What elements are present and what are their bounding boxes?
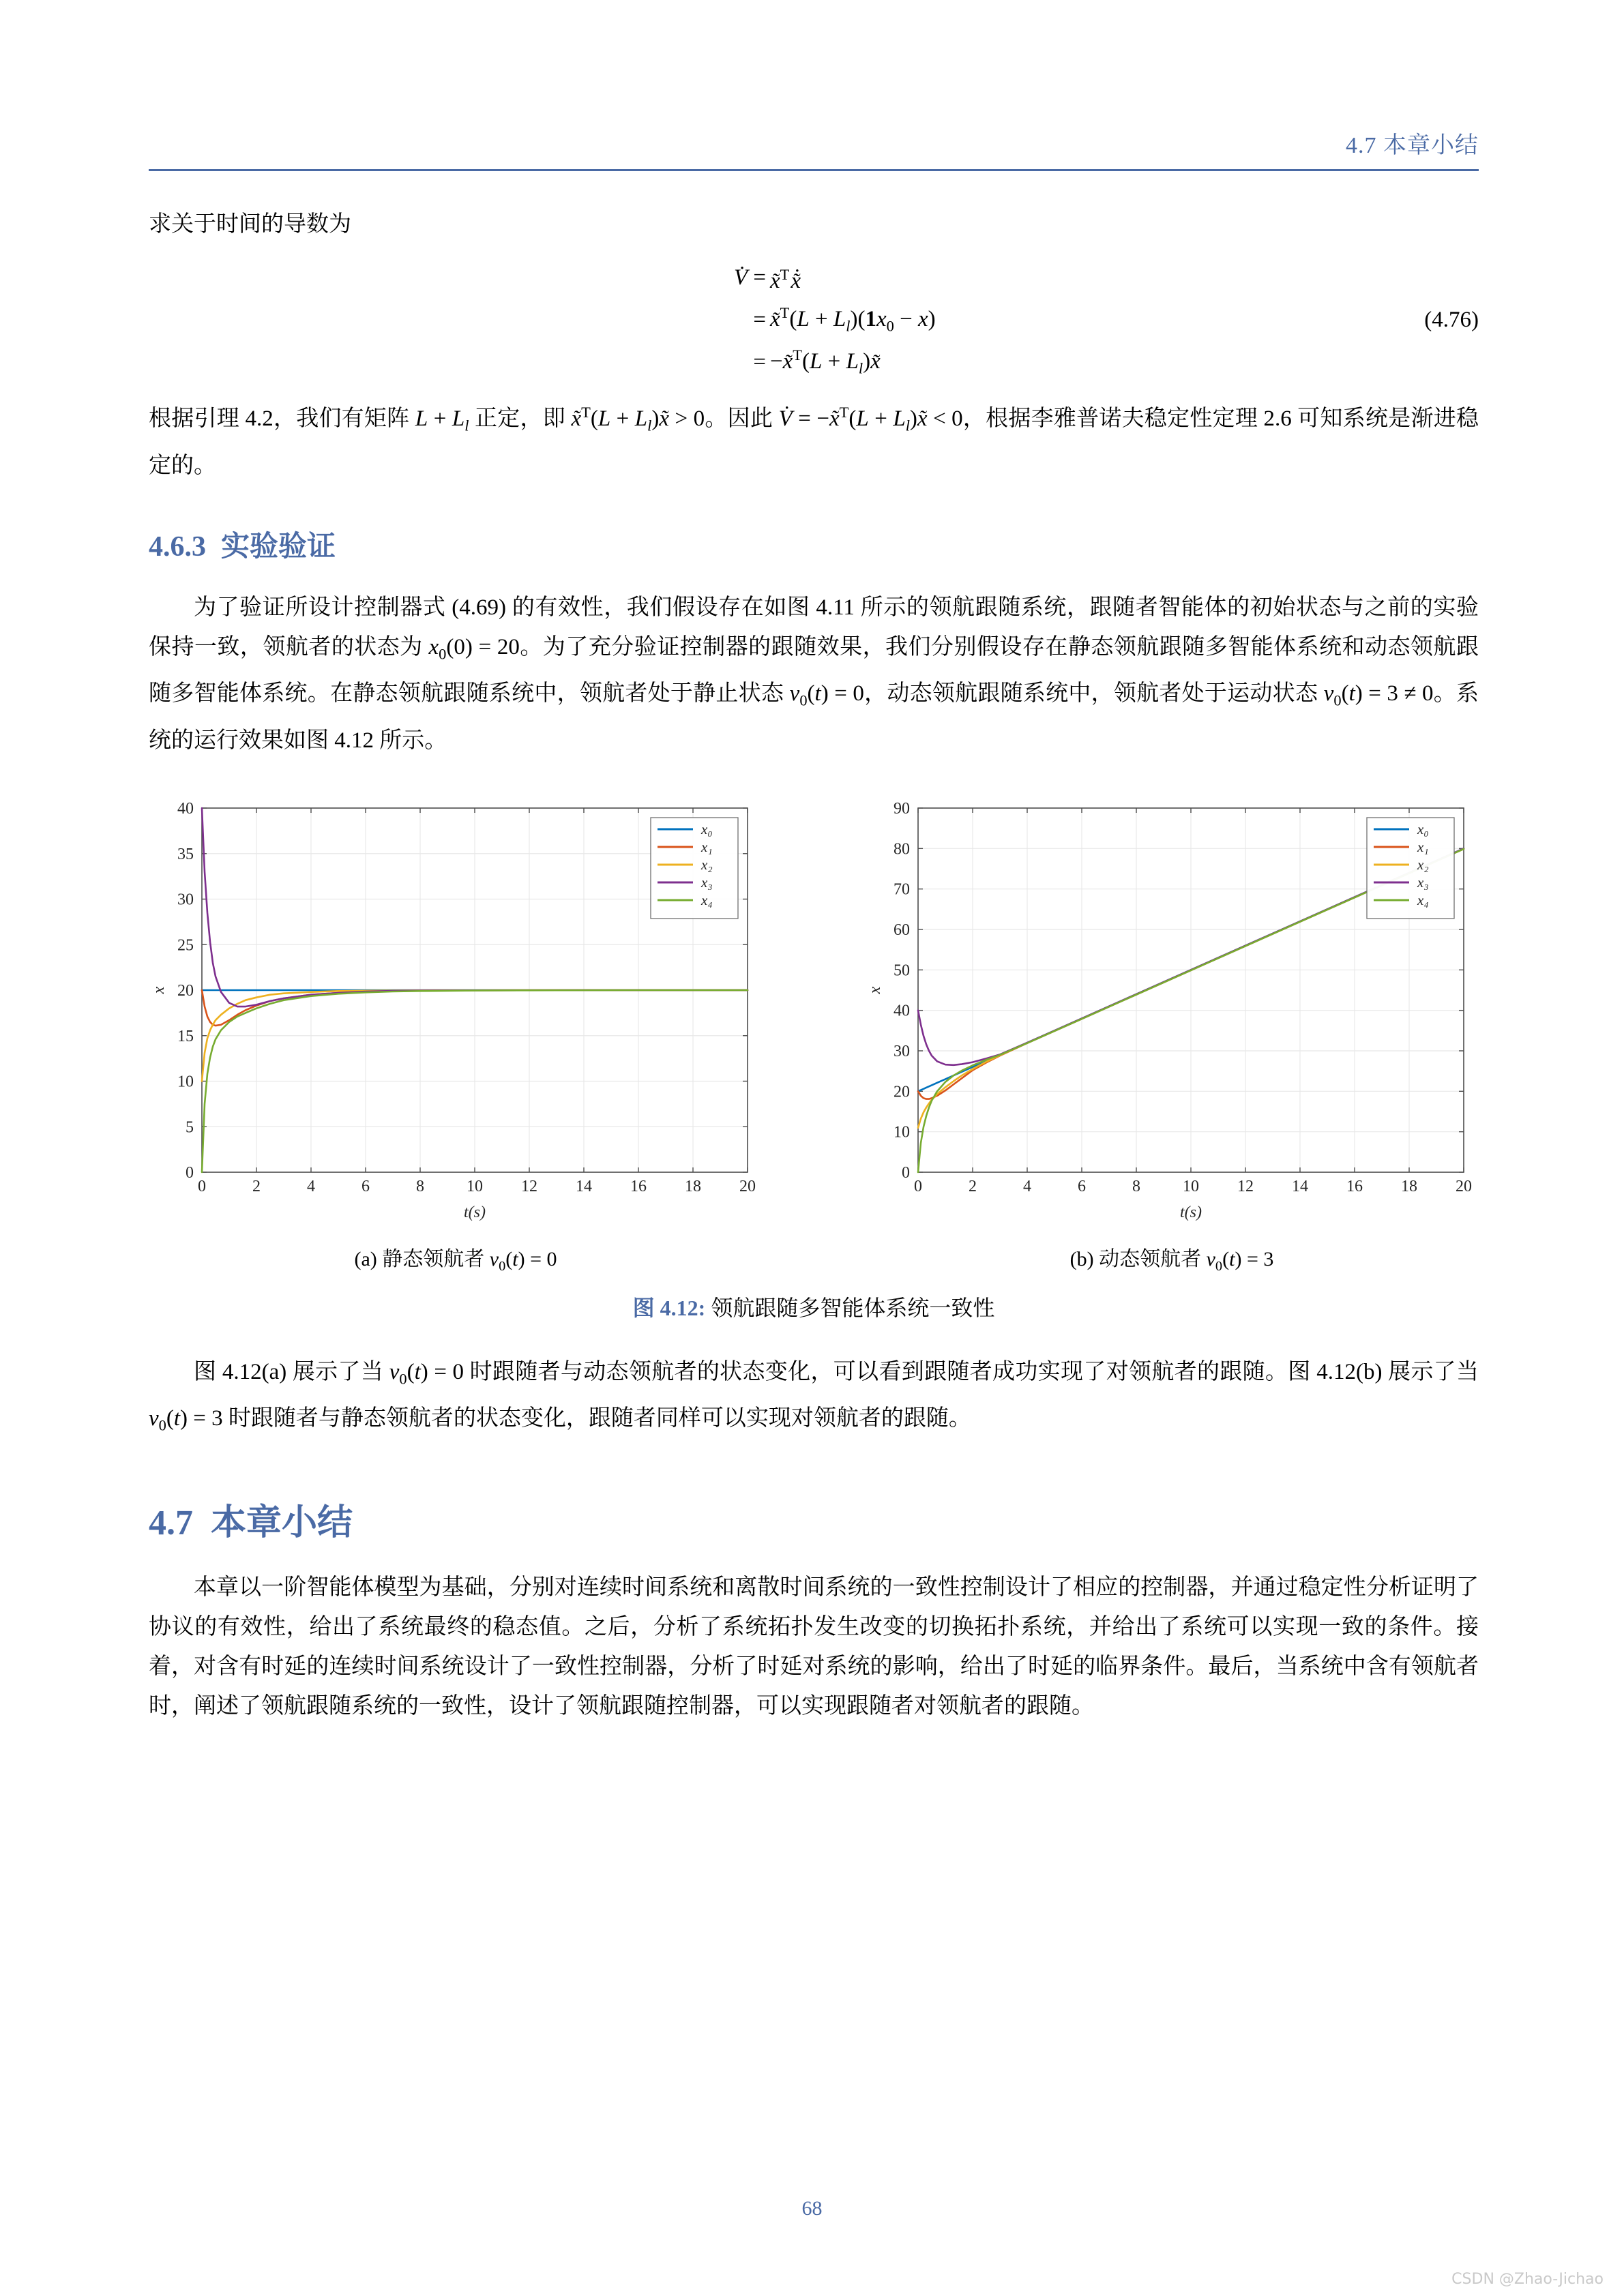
svg-text:x₄: x₄ — [701, 891, 713, 908]
figure-caption-text: 领航跟随多智能体系统一致性 — [711, 1295, 995, 1320]
figure-caption-label: 图 4.12: — [632, 1295, 706, 1320]
equation-rhs: x ˜$^T$x ˜ ˙ — [770, 254, 1479, 302]
equation-number: (4.76) — [1424, 308, 1479, 332]
subcaption-a: (a) 静态领航者 $v_0(t) = 0$ — [354, 1247, 557, 1274]
equation-rows — [149, 256, 1479, 383]
svg-text:t(s): t(s) — [464, 1203, 486, 1221]
section-4-6-3-body: 为了验证所设计控制器式 (4.69) 的有效性，我们假设存在如图 4.11 所示的领航跟随系统，跟随者智能体的初始状态与之前的实验保持一致，领航者的状态为 $x_0(0) = 20$。为了充分验证控制器的跟随效果，我们分别假设存在静态领航跟随多智能体系统和动态领航跟随多智能体系统。在静态领航跟随系统中，领航者处于静止状态 $v_0(t) = 0$，动态领航跟随系统中，领航者处于运动状态 $v_0(t) = 3 \ne 0$。系统的运行效果如图 4.12 所示。 — [149, 595, 1479, 753]
svg-text:90: 90 — [894, 799, 910, 818]
svg-text:5: 5 — [186, 1118, 194, 1137]
svg-text:16: 16 — [1346, 1177, 1363, 1195]
intro-line: 求关于时间的导数为 — [149, 212, 351, 237]
svg-text:20: 20 — [894, 1083, 910, 1101]
equation-lhs: = — [753, 350, 766, 374]
heading-4-6-3 — [149, 524, 1479, 565]
svg-text:80: 80 — [894, 840, 910, 859]
svg-text:x₂: x₂ — [701, 856, 713, 873]
svg-text:15: 15 — [177, 1027, 194, 1045]
svg-text:20: 20 — [177, 981, 194, 1000]
svg-text:2: 2 — [252, 1177, 261, 1195]
svg-text:x₀: x₀ — [701, 820, 713, 837]
paragraph-after-equation: 根据引理 4.2，我们有矩阵 $L + L_l$ 正定，即 x ˜$^T$(L + $L_l)x$ ˜ > 0。因此 V ˙ = −x ˜$^T$(L + $L_l)x$ ˜ < 0，根据李雅普诺夫稳定性定理 2.6 可知系统是渐进稳定的。 — [149, 393, 1479, 486]
svg-text:12: 12 — [521, 1177, 537, 1195]
page-number: 68 — [801, 2197, 823, 2220]
svg-text:40: 40 — [177, 799, 194, 818]
paragraph-after-figure: 图 4.12(a) 展示了当 $v_0(t) = 0$ 时跟随者与动态领航者的状态变化，可以看到跟随者成功实现了对领航者的跟随。图 4.12(b) 展示了当 $v_0(t) = 3$ 时跟随者与静态领航者的状态变化，跟随者同样可以实现对领航者的跟随。 — [149, 1359, 1479, 1434]
svg-text:x: x — [866, 986, 884, 994]
svg-text:70: 70 — [894, 880, 910, 899]
heading-text: 实验验证 — [221, 531, 336, 563]
chart-static-leader — [149, 793, 763, 1274]
svg-text:8: 8 — [1132, 1177, 1140, 1195]
svg-text:6: 6 — [1078, 1177, 1086, 1195]
svg-text:4: 4 — [1023, 1177, 1031, 1195]
svg-text:10: 10 — [467, 1177, 483, 1195]
svg-text:0: 0 — [198, 1177, 206, 1195]
svg-text:18: 18 — [685, 1177, 701, 1195]
section-4-7-body: 本章以一阶智能体模型为基础，分别对连续时间系统和离散时间系统的一致性控制设计了相应的控制器，并通过稳定性分析证明了协议的有效性，给出了系统最终的稳态值。之后，分析了系统拓扑发生改变的切换拓扑系统，并给出了系统可以实现一致的条件。接着，对含有时延的连续时间系统设计了一致性控制器，分析了时延对系统的影响，给出了时延的临界条件。最后，当系统中含有领航者时，阐述了领航跟随系统的一致性，设计了领航跟随控制器，可以实现跟随者对领航者的跟随。 — [149, 1575, 1479, 1718]
svg-text:8: 8 — [416, 1177, 424, 1195]
equation-rhs: x ˜$^T$(L + $L_l)(1x_0 - x)$ — [770, 292, 1479, 348]
svg-text:2: 2 — [969, 1177, 977, 1195]
svg-text:10: 10 — [177, 1073, 194, 1091]
svg-text:30: 30 — [894, 1042, 910, 1060]
subcaption-b: (b) 动态领航者 $v_0(t) = 3$ — [1069, 1247, 1274, 1274]
running-header — [149, 126, 1479, 171]
figure-caption — [149, 1291, 1479, 1322]
svg-text:0: 0 — [186, 1163, 194, 1182]
svg-text:0: 0 — [902, 1163, 910, 1182]
heading-number: 4.6.3 — [149, 531, 206, 563]
header-rule — [149, 169, 1479, 171]
svg-text:16: 16 — [630, 1177, 647, 1195]
chart-static-leader-svg — [149, 793, 763, 1229]
svg-text:60: 60 — [894, 921, 910, 939]
svg-text:10: 10 — [894, 1123, 910, 1142]
equation-lhs: V ˙ = — [149, 256, 770, 299]
svg-text:x₁: x₁ — [701, 838, 713, 855]
heading-4-7 — [149, 1493, 1479, 1545]
svg-text:x₂: x₂ — [1417, 856, 1429, 873]
heading-number: 4.7 — [149, 1503, 193, 1542]
svg-text:6: 6 — [361, 1177, 370, 1195]
equation-row — [149, 341, 1479, 383]
svg-text:14: 14 — [576, 1177, 592, 1195]
svg-text:x₁: x₁ — [1417, 838, 1429, 855]
heading-text: 本章小结 — [211, 1503, 353, 1542]
svg-text:14: 14 — [1292, 1177, 1308, 1195]
svg-text:x₃: x₃ — [1417, 874, 1429, 891]
chart-dynamic-leader-svg — [865, 793, 1479, 1229]
svg-text:x: x — [150, 986, 168, 994]
equation-lhs: = — [753, 308, 766, 332]
svg-text:12: 12 — [1237, 1177, 1254, 1195]
svg-text:4: 4 — [307, 1177, 315, 1195]
svg-text:50: 50 — [894, 961, 910, 980]
equation-rhs: −x ˜$^T$(L + $L_l)x$ ˜ — [770, 334, 1479, 390]
svg-text:35: 35 — [177, 845, 194, 863]
svg-text:0: 0 — [914, 1177, 922, 1195]
svg-text:20: 20 — [739, 1177, 756, 1195]
svg-text:t(s): t(s) — [1180, 1203, 1202, 1221]
svg-text:x₀: x₀ — [1417, 820, 1429, 837]
chart-dynamic-leader — [865, 793, 1479, 1274]
svg-text:20: 20 — [1456, 1177, 1472, 1195]
csdn-watermark: CSDN @Zhao-Jichao — [1451, 2271, 1604, 2288]
svg-text:18: 18 — [1401, 1177, 1417, 1195]
svg-text:40: 40 — [894, 1002, 910, 1020]
figure-row — [149, 793, 1479, 1274]
equation-4-76 — [149, 256, 1479, 393]
header-title: 4.7 本章小结 — [1346, 133, 1479, 158]
svg-text:30: 30 — [177, 891, 194, 909]
svg-text:x₃: x₃ — [701, 874, 713, 891]
svg-text:x₄: x₄ — [1417, 891, 1429, 908]
svg-text:10: 10 — [1183, 1177, 1199, 1195]
figure-4-12 — [149, 793, 1479, 1322]
svg-text:25: 25 — [177, 936, 194, 955]
